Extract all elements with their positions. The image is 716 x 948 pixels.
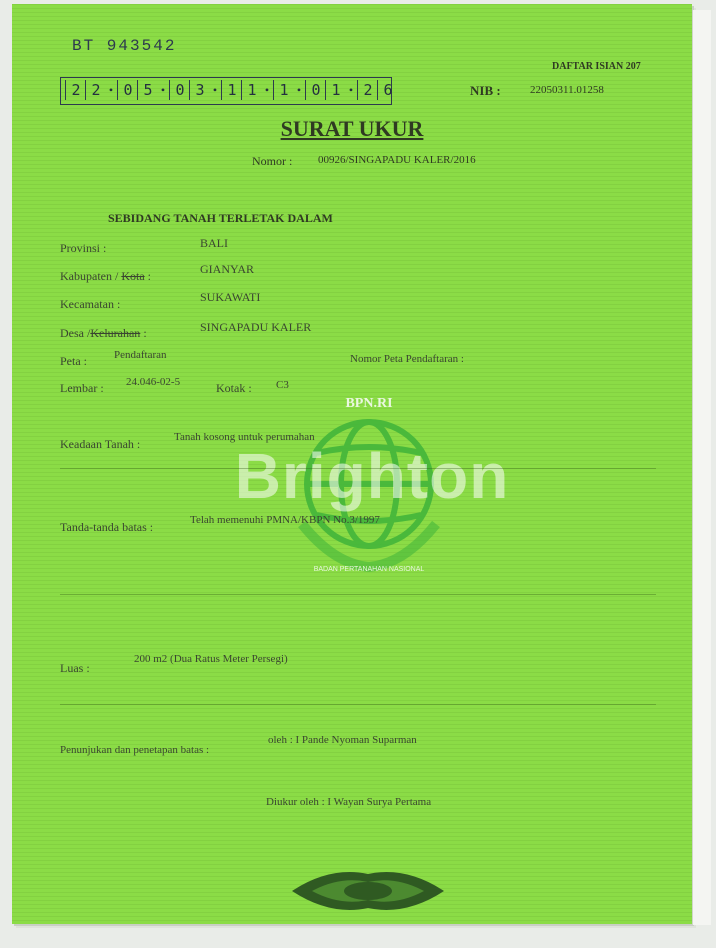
boxed-separator: • [108,83,114,97]
form-code: DAFTAR ISIAN 207 [552,61,641,72]
boxed-digit: 6 [377,80,398,100]
boxed-digit: 1 [241,80,262,100]
document-title: SURAT UKUR [280,116,424,141]
boxed-digit: 0 [169,80,190,100]
watermark-text: Brighton [234,440,510,512]
keadaan-tanah-label: Keadaan Tanah : [60,437,141,451]
boxed-separator: • [264,83,270,97]
boxed-digit: 1 [325,80,346,100]
luas-value: 200 m2 (Dua Ratus Meter Persegi) [134,653,288,665]
seal-text-bottom: BADAN PERTANAHAN NASIONAL [313,566,425,573]
boxed-separator: • [348,83,354,97]
boxed-separator: • [296,83,302,97]
keadaan-tanah-value: Tanah kosong untuk perumahan [174,431,315,443]
nomor-label: Nomor : [252,154,293,168]
desa-value: SINGAPADU KALER [200,320,312,334]
boxed-digit: 0 [305,80,326,100]
kotak-label: Kotak : [216,381,252,395]
lembar-label: Lembar : [60,381,104,395]
boxed-digit: 2 [65,80,86,100]
serial-number: BT 943542 [72,37,177,55]
seal-text-top: BPN.RI [345,396,393,411]
boxed-digit: 1 [221,80,242,100]
tanda-batas-label: Tanda-tanda batas : [60,520,154,534]
lembar-value: 24.046-02-5 [126,376,181,388]
boxed-digit: 5 [137,80,158,100]
diukur-value: Diukur oleh : I Wayan Surya Pertama [266,796,432,808]
nomor-value: 00926/SINGAPADU KALER/2016 [318,154,476,166]
boxed-digit: 1 [273,80,294,100]
boxed-digit: 3 [189,80,210,100]
footer-ornament-icon [290,864,446,918]
kotak-value: C3 [276,379,289,391]
tanda-batas-value: Telah memenuhi PMNA/KBPN No.3/1997 [190,514,380,526]
boxed-separator: • [212,83,218,97]
document-sheet [12,4,692,924]
provinsi-label: Provinsi : [60,241,107,255]
nomor-peta-label: Nomor Peta Pendaftaran : [350,353,464,365]
boxed-separator: • [160,83,166,97]
boxed-digit: 2 [85,80,106,100]
desa-label: Desa /Kelurahan : [60,326,147,340]
boxed-number-field [60,77,392,105]
kecamatan-label: Kecamatan : [60,297,121,311]
provinsi-value: BALI [200,236,228,250]
page-edge [692,10,711,925]
section-heading: SEBIDANG TANAH TERLETAK DALAM [108,211,333,225]
penunjukan-value: oleh : I Pande Nyoman Suparman [268,734,417,746]
boxed-digit: 0 [117,80,138,100]
nib-label: NIB : [470,83,501,98]
peta-label: Peta : [60,354,87,368]
nib-value: 22050311.01258 [530,84,604,96]
kabupaten-value: GIANYAR [200,262,254,276]
penunjukan-label: Penunjukan dan penetapan batas : [60,744,210,756]
peta-value: Pendaftaran [114,349,167,361]
kecamatan-value: SUKAWATI [200,290,261,304]
boxed-number-digits [61,78,391,104]
luas-label: Luas : [60,661,90,675]
boxed-digit: 2 [357,80,378,100]
kabupaten-label: Kabupaten / Kota : [60,269,151,283]
